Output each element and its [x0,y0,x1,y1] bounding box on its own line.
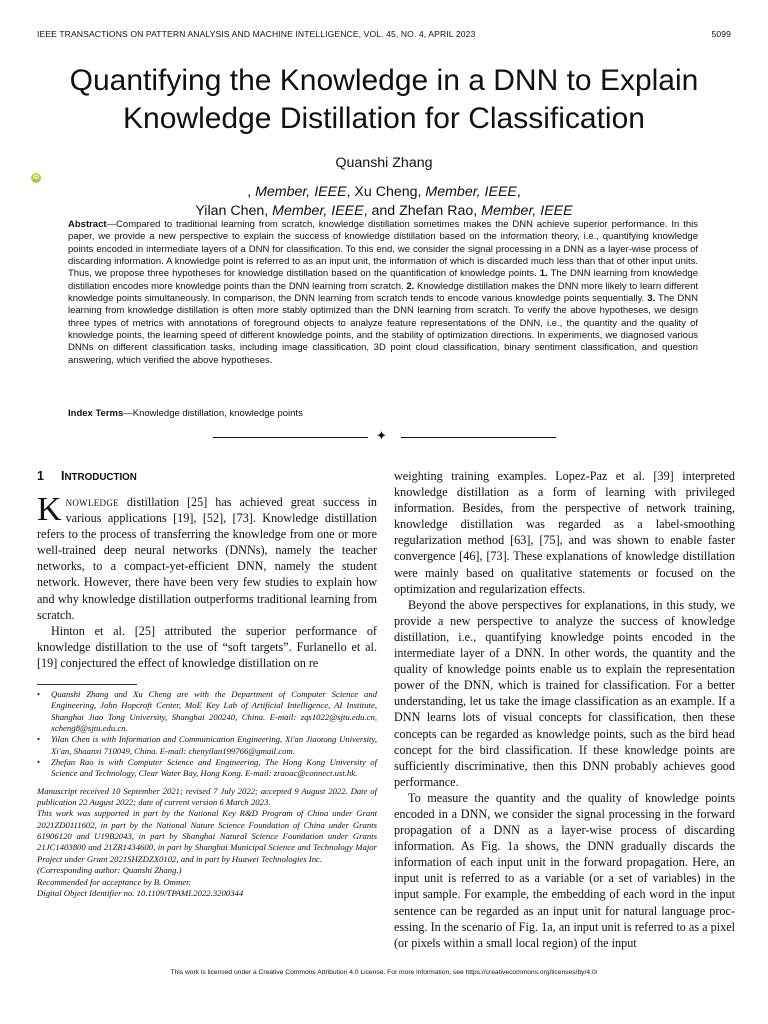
page-number: 5099 [711,29,731,39]
intro-first-word: nowledge [65,495,119,509]
right-column [394,468,735,951]
divider-line-left [213,437,368,438]
section-number: 1 [37,469,44,483]
orcid-icon[interactable]: iD [33,175,39,181]
right-paragraph-3: To measure the quantity and the quality of knowledge points encoded in a DNN, we consider the signal processing in the forward propagation of a DNN as a layer-wise process of discarding information. As Fig. 1a shows, the DNN gradually discards the information of each input unit in the forward propagation. Here, an input unit is referred to as a variable (or a set of variables) in the input sample. For example, the embedding of each word in the input sentence can be regarded as an input unit for natural language processing. In the scenario of Fig. 1a, an input unit is referred to as a pixel (or pixels within a small local region) of the input [394,790,735,950]
manuscript-history: Manuscript received 10 September 2021; revised 7 July 2022; accepted 9 August 2022. Date of publication 22 August 2022; date of current version 6 March 2023. [37,785,377,808]
title-line-1: Quantifying the Knowledge in a DNN to Explain [69,64,699,97]
intro-paragraph-1-text: distillation [25] has achieved great success in various applications [19], [52], [73]. Knowledge distillation refers to the process of transferring the knowledge from one or more well-trained deep neural networks (DNNs), namely the teacher networks, to a compact-yet-efficient DNN, namely the student network. However, there have been very few studies to explain how and why knowledge distillation outperforms traditional learning from scratch. [37,495,377,622]
divider-line-right [401,437,556,438]
section-divider [213,428,556,445]
section-title-rest: NTRODUCTION [64,472,137,483]
right-paragraph-1: weighting training examples. Lopez-Paz et al. [39] interpreted knowledge distillation as a form of learning with privileged information. Besides, from the perspective of network training, knowledge distillation was regarded as a label-smoothing regularization method [63], [75], and was shown to enable faster convergence [46], [73]. These explanations of knowledge distillation were mainly based on qualitative statements or focused on the optimization and regularization effects. [394,469,735,596]
doi: Digital Object Identifier no. 10.1109/TPAMI.2022.3200344 [37,887,244,898]
index-terms-label: Index Terms [68,408,124,419]
footnote-rule [37,684,137,685]
abstract-body: —Compared to traditional learning from scratch, knowledge distillation sometimes makes the DNN achieve superior performance. In this paper, we provide a new perspective to explain the success of knowledge distillation based on the information theory, i.e., quantifying knowledge points encoded in intermediate layers of a DNN for classification. To this end, we consider the signal processing in a DNN as a layer-wise process of discarding information. A knowledge point is referred to as an input unit, the information of which is discarded much less than that of other input units. Thus, we propose three hypotheses for knowledge distillation based on the quantification of knowledge points. [68,219,698,280]
bullet-icon: • [37,689,41,699]
hypothesis-2-number: 2. [406,280,415,292]
corresponding-author: (Corresponding author: Quanshi Zhang.) [37,865,182,876]
journal-citation: IEEE TRANSACTIONS ON PATTERN ANALYSIS AND MACHINE INTELLIGENCE, VOL. 45, NO. 4, APRIL 2023 [37,29,476,39]
paper-title [30,62,738,138]
drop-cap: K [37,491,62,528]
hypothesis-1-number: 1. [539,268,548,280]
hypothesis-3-number: 3. [647,293,656,305]
affiliation-item [37,757,377,780]
index-terms-text: —Knowledge distillation, knowledge points [123,408,303,419]
author-list [30,154,738,221]
authors-line-2: Yilan Chen, Member, IEEE, and Zhefan Rao, Member, IEEE [195,203,573,219]
section-heading [37,468,377,486]
affiliation-text: Quanshi Zhang and Xu Cheng are with the Department of Computer Science and Engineering, John Hopcroft Center, MoE Key Lab of Artificial Intelligence, AI Institute, Shanghai Jiao Tong University, Shanghai 200240, China. E-mail: zqs1022@sjtu.edu.cn, xcheng8@sjtu.edu.cn. [51,689,377,734]
abstract [68,219,698,367]
recommended-by: Recommended for acceptance by B. Ommer. [37,876,191,887]
left-column [37,468,377,671]
affiliation-item [37,689,377,734]
bullet-icon: • [37,757,41,768]
affiliation-item [37,734,377,757]
authors-line-1: Quanshi Zhang iD , Member, IEEE, Xu Cheng, Member, IEEE, [33,155,521,200]
divider-ornament-icon: ✦ [376,428,387,443]
affiliation-text: Zhefan Rao is with Computer Science and Engineering, The Hong Kong University of Science and Technology, Clear Water Bay, Hong Kong. E-mail: zraoac@connect.ust.hk. [51,757,377,779]
affiliation-list [37,689,377,780]
hypothesis-1-text: The DNN learning from knowledge distillation encodes more knowledge points than the DNN learning from scratch. [68,268,698,292]
section-title-initial: I [61,469,65,483]
bullet-icon: • [37,734,41,745]
license-notice: This work is licensed under a Creative Commons Attribution 4.0 License. For more information, see https://creativecommons.org/licenses/by/4.0/ [170,969,598,976]
abstract-label: Abstract [68,219,107,230]
intro-paragraph-2: Hinton et al. [25] attributed the superior performance of knowledge distillation to the use of “soft targets”. Furlanello et al. [19] conjectured the effect of knowledge distillation on re [37,623,377,670]
funding-statement: This work was supported in part by the National Key R&D Program of China under Grant 2021ZD0111602, in part by the National Nature Science Foundation of China under Grants 61906120 and U19B2043, in part by Shanghai Natural Science Foundation under Grants 21JC1403800 and 21ZR1434600, in part by Shanghai Municipal Science and Technology Major Project under Grant 2021SHZDZX0102, and in part by Huawei Technologies Inc. [37,808,377,864]
hypothesis-2-text: Knowledge distillation makes the DNN more likely to learn different knowledge points simultaneously. In comparison, the DNN learning from scratch tends to encode various knowledge points sequentially. [68,280,698,305]
intro-paragraph-1 [37,491,377,623]
footnotes [37,689,377,899]
hypothesis-3-text: The DNN learning from knowledge distillation is often more stably optimized than the DNN learning from scratch. To verify the above hypotheses, we design three types of metrics with annotations of foreground objects to analyze feature representations of the DNN, i.e., the quantity and the quality of knowledge points, the learning speed of different knowledge points, and the stability of optimization directions. In experiments, we diagnosed various DNNs on different classification tasks, including image classification, 3D point cloud classification, binary sentiment classification, and question answering, which verified the above hypotheses. [68,293,699,366]
title-line-2: Knowledge Distillation for Classification [123,102,645,135]
right-paragraph-2: Beyond the above perspectives for explanations, in this study, we provide a new perspective to analyze the success of knowledge distillation, i.e., quantifying knowledge points encoded in the intermediate layer of a DNN. In other words, the quantity and the quality of knowledge points enable us to explain the representation power of the DNN, which is trained for classification. For a better understanding, let us take the image classification as an example. If a DNN learns lots of visual concepts for classification, then these concepts can be regarded as knowledge points, such as the bird head concept for the bird classification. If these knowledge points are sufficiently discriminative, then this DNN probably achieves good performance. [394,597,735,789]
affiliation-text: Yilan Chen is with Information and Communication Engineering, Xi'an Jiaotong University, Xi'an, Shaanxi 710049, China. E-mail: chenyilan199766@gmail.com. [51,734,377,756]
index-terms [68,408,698,420]
